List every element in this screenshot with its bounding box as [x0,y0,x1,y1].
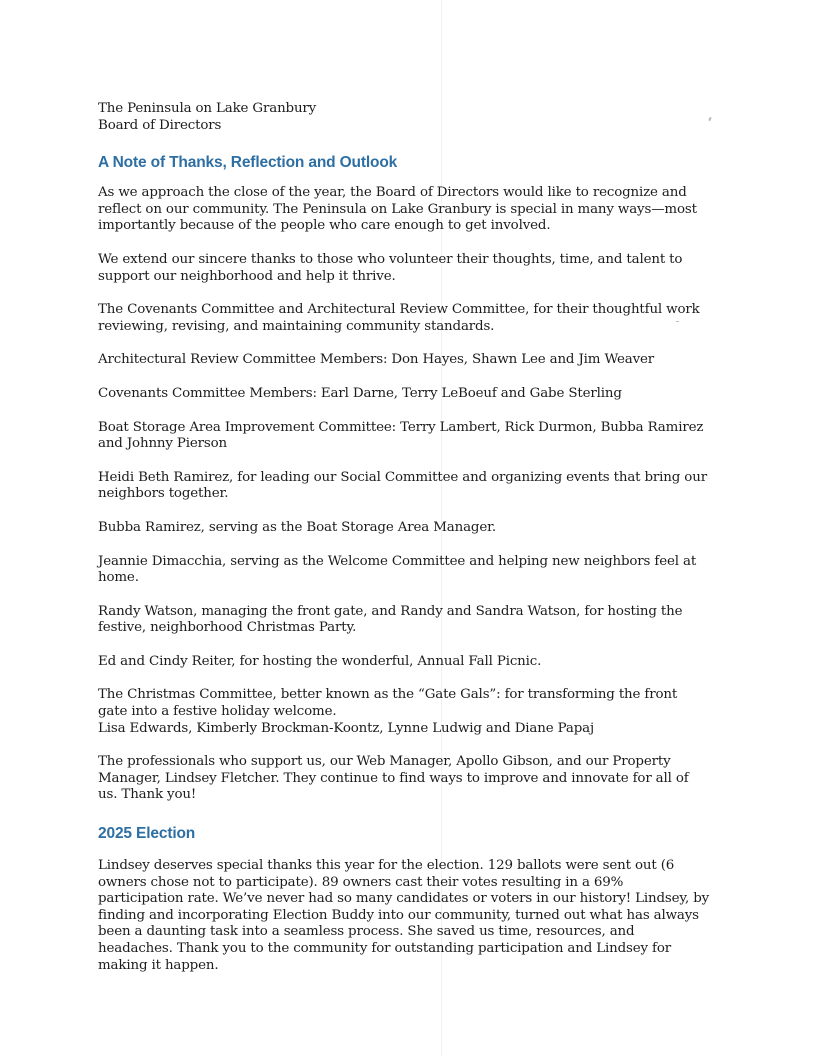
paragraph-covenants-members: Covenants Committee Members: Earl Darne, Terry LeBoeuf and Gabe Sterling [98,385,622,401]
paragraph-professionals: The professionals who support us, our Web Manager, Apollo Gibson, and our Property Manager, Lindsey Fletcher. They continue to find ways to improve and innovate for all of us. Thank you! [98,754,689,803]
org-name: The Peninsula on Lake Granbury [98,101,317,116]
section-heading-election: 2025 Election [98,825,196,843]
paragraph-arc-members: Architectural Review Committee Members: Don Hayes, Shawn Lee and Jim Weaver [98,352,655,368]
paragraph-boat-storage-manager: Bubba Ramirez, serving as the Boat Storage Area Manager. [98,519,496,535]
paragraph-front-gate: Randy Watson, managing the front gate, and Randy and Sandra Watson, for hosting the festive, neighborhood Christmas Party. [98,603,683,636]
section-heading-thanks: A Note of Thanks, Reflection and Outlook [98,154,398,172]
gate-gals-text: The Christmas Committee, better known as the “Gate Gals”: for transforming the front gate into a festive holiday welcome. [98,687,678,720]
paragraph-welcome-committee: Jeannie Dimacchia, serving as the Welcome Committee and helping new neighbors feel at home. [98,553,697,586]
paragraph-election: Lindsey deserves special thanks this year for the election. 129 ballots were sent out (6 owners chose not to participate). 89 owners cast their votes resulting in a 69% participation rate. We’ve never had so many candidates or voters in our history! Lindsey, by finding and incorporating Election Buddy into our community, turned out what has always been a daunting task into a seamless process. She saved us time, resources, and headaches. Thank you to the community for outstanding participation and Lindsey for making it happen. [98,858,710,973]
paragraph-boat-storage-committee: Boat Storage Area Improvement Committee: Terry Lambert, Rick Durmon, Bubba Ramirez and Johnny Pierson [98,419,704,452]
letter-body [98,101,710,974]
board-name: Board of Directors [98,117,222,133]
letter-header [98,101,710,134]
paragraph-intro: As we approach the close of the year, the Board of Directors would like to recognize and reflect on our community. The Peninsula on Lake Granbury is special in many ways—most importantly because of the people who care enough to get involved. [98,185,697,234]
paragraph-social-committee: Heidi Beth Ramirez, for leading our Social Committee and organizing events that bring our neighbors together. [98,469,707,502]
gate-gals-members: Lisa Edwards, Kimberly Brockman-Koontz, Lynne Ludwig and Diane Papaj [98,720,594,736]
paragraph-gate-gals [98,687,710,737]
paragraph-volunteers: We extend our sincere thanks to those who volunteer their thoughts, time, and talent to support our neighborhood and help it thrive. [98,251,683,284]
paragraph-fall-picnic: Ed and Cindy Reiter, for hosting the wonderful, Annual Fall Picnic. [98,653,542,669]
paragraph-committees: The Covenants Committee and Architectural Review Committee, for their thoughtful work reviewing, revising, and maintaining community standards. [98,302,700,334]
